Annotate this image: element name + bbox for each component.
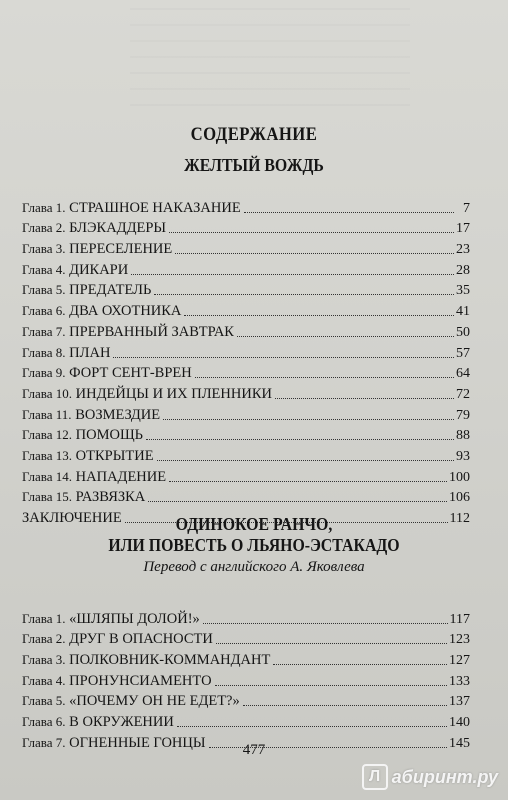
chapter-title: ВОЗМЕЗДИЕ: [75, 406, 161, 423]
toc-entry-label: [22, 651, 270, 669]
contents-heading: СОДЕРЖАНИЕ: [190, 124, 318, 145]
dot-leader: [184, 315, 454, 316]
chapter-title: БЛЭКАДДЕРЫ: [69, 220, 167, 237]
toc-entry-label: [22, 219, 166, 237]
toc-entry: [22, 217, 470, 238]
dot-leader: [169, 481, 447, 482]
chapter-number: Глава 3.: [22, 241, 66, 257]
page-ref: 106: [449, 490, 470, 506]
page-ref: 117: [449, 611, 470, 627]
toc-entry-label: [22, 610, 200, 628]
chapter-number: Глава 4.: [22, 672, 66, 688]
chapter-number: Глава 2.: [22, 220, 66, 236]
section2-translator: Перевод с английского А. Яковлева: [143, 559, 365, 575]
chapter-number: Глава 6.: [22, 714, 66, 730]
toc-entry-label: [22, 261, 128, 279]
chapter-number: Глава 4.: [22, 261, 66, 277]
toc-entry: [22, 362, 470, 383]
labirint-logo-icon: Л: [362, 764, 388, 790]
page-ref: 127: [449, 653, 470, 669]
chapter-title: ЗАКЛЮЧЕНИЕ: [22, 510, 122, 526]
toc-entry: [22, 382, 470, 403]
chapter-number: Глава 5.: [22, 693, 66, 709]
page-ref: 100: [449, 469, 470, 485]
chapter-title: ПЕРЕСЕЛЕНИЕ: [69, 241, 173, 258]
section2-title-line1: ОДИНОКОЕ РАНЧО,: [175, 514, 333, 534]
page-ref: 123: [449, 632, 470, 648]
chapter-title: ДИКАРИ: [69, 261, 129, 278]
chapter-title: ПРОНУНСИАМЕНТО: [69, 672, 212, 689]
bleed-through-text: [130, 8, 410, 118]
toc-entry-label: [22, 672, 212, 690]
chapter-number: Глава 15.: [22, 489, 73, 505]
dot-leader: [273, 664, 447, 665]
dot-leader: [177, 726, 447, 727]
dot-leader: [244, 212, 454, 213]
chapter-number: Глава 7.: [22, 734, 66, 750]
toc-entry: [22, 690, 470, 711]
toc-entry: [22, 607, 470, 628]
page-ref: 64: [456, 366, 470, 382]
chapter-title: ПОМОЩЬ: [75, 427, 143, 444]
page-ref: 41: [456, 304, 470, 320]
toc-entry-label: [22, 302, 181, 320]
toc-entry: [22, 648, 470, 669]
dot-leader: [169, 232, 454, 233]
toc-entry-label: [22, 426, 143, 444]
dot-leader: [216, 643, 447, 644]
page-ref: 88: [456, 428, 470, 444]
page-ref: 93: [456, 448, 470, 464]
toc-entry-label: [22, 240, 172, 258]
chapter-title: «ПОЧЕМУ ОН НЕ ЕДЕТ?»: [69, 693, 240, 710]
dot-leader: [195, 377, 454, 378]
toc-entry-label: [22, 199, 241, 217]
chapter-title: ПРЕРВАННЫЙ ЗАВТРАК: [69, 323, 234, 340]
dot-leader: [203, 623, 448, 624]
chapter-title: ОГНЕННЫЕ ГОНЦЫ: [69, 734, 206, 751]
toc-entry: [22, 237, 470, 258]
chapter-number: Глава 5.: [22, 282, 66, 298]
chapter-title: РАЗВЯЗКА: [75, 489, 146, 506]
watermark-logo: [362, 764, 498, 790]
toc-entry-label: [22, 323, 234, 341]
toc-entry: [22, 258, 470, 279]
toc-entry-label: [22, 281, 151, 299]
chapter-number: Глава 7.: [22, 323, 66, 339]
page-ref: 35: [456, 283, 470, 299]
chapter-title: В ОКРУЖЕНИИ: [69, 714, 174, 731]
chapter-title: СТРАШНОЕ НАКАЗАНИЕ: [69, 199, 241, 216]
toc-entry: [22, 669, 470, 690]
toc-entry: [22, 403, 470, 424]
page-ref: 112: [449, 511, 470, 526]
section2-title-line2: ИЛИ ПОВЕСТЬ О ЛЬЯНО-ЭСТАКАДО: [108, 535, 400, 555]
dot-leader: [131, 274, 454, 275]
toc-entry-label: [22, 692, 240, 710]
dot-leader: [157, 460, 454, 461]
page-ref: 7: [463, 200, 470, 216]
watermark-text: абиринт.ру: [391, 766, 498, 787]
dot-leader: [243, 705, 447, 706]
chapter-title: НАПАДЕНИЕ: [75, 468, 167, 485]
chapter-number: Глава 13.: [22, 447, 73, 463]
chapter-title: ПЛАН: [69, 344, 111, 361]
section1-title: ЖЕЛТЫЙ ВОЖДЬ: [184, 155, 324, 175]
page-ref: 133: [449, 673, 470, 689]
toc-entry-label: [22, 713, 174, 731]
chapter-title: ДВА ОХОТНИКА: [69, 303, 182, 320]
dot-leader: [215, 685, 447, 686]
toc-entry-label: [22, 344, 110, 362]
chapter-number: Глава 6.: [22, 303, 66, 319]
chapter-title: ФОРТ СЕНТ-ВРЕН: [69, 365, 192, 382]
page-ref: 17: [456, 221, 470, 237]
dot-leader: [154, 294, 454, 295]
toc-entry: [22, 628, 470, 649]
page-ref: 79: [456, 407, 470, 423]
chapter-number: Глава 12.: [22, 427, 73, 443]
page-ref: 72: [456, 386, 470, 402]
page-ref: 50: [456, 324, 470, 340]
page-ref: 23: [456, 242, 470, 258]
page-ref: 57: [456, 345, 470, 361]
toc-entry: [22, 196, 470, 217]
page-number: 477: [242, 742, 266, 758]
toc-entry-label: [22, 364, 192, 382]
chapter-number: Глава 1.: [22, 610, 66, 626]
toc-entry-label: [22, 630, 213, 648]
dot-leader: [175, 253, 454, 254]
chapter-number: Глава 2.: [22, 631, 66, 647]
toc-section1: [22, 196, 470, 527]
toc-entry: [22, 279, 470, 300]
chapter-title: ПРЕДАТЕЛЬ: [69, 282, 152, 299]
dot-leader: [237, 336, 454, 337]
chapter-number: Глава 1.: [22, 199, 66, 215]
chapter-title: ДРУГ В ОПАСНОСТИ: [69, 631, 213, 648]
dot-leader: [148, 501, 447, 502]
chapter-number: Глава 11.: [22, 406, 72, 422]
toc-entry-label: [22, 447, 154, 465]
toc-entry: [22, 341, 470, 362]
page-ref: 137: [449, 694, 470, 710]
toc-entry: [22, 320, 470, 341]
toc-entry: [22, 465, 470, 486]
toc-entry: [22, 299, 470, 320]
dot-leader: [113, 357, 454, 358]
dot-leader: [146, 439, 454, 440]
toc-entry: [22, 710, 470, 731]
toc-entry: [22, 424, 470, 445]
toc-entry-label: [22, 468, 166, 486]
dot-leader: [275, 398, 454, 399]
page-ref: 140: [449, 715, 470, 731]
chapter-title: ПОЛКОВНИК-КОММАНДАНТ: [69, 652, 271, 669]
chapter-title: ОТКРЫТИЕ: [75, 447, 154, 464]
chapter-number: Глава 9.: [22, 365, 66, 381]
chapter-number: Глава 10.: [22, 385, 73, 401]
toc-entry: [22, 444, 470, 465]
toc-entry-label: [22, 488, 145, 506]
chapter-number: Глава 8.: [22, 344, 66, 360]
page-ref: 28: [456, 262, 470, 278]
toc-section2: [22, 607, 470, 752]
chapter-number: Глава 3.: [22, 652, 66, 668]
chapter-number: Глава 14.: [22, 468, 73, 484]
toc-entry-label: [22, 406, 160, 424]
chapter-title: ИНДЕЙЦЫ И ИХ ПЛЕННИКИ: [75, 385, 272, 402]
toc-entry: [22, 486, 470, 507]
chapter-title: «ШЛЯПЫ ДОЛОЙ!»: [69, 610, 200, 627]
dot-leader: [163, 419, 454, 420]
page-ref: 145: [449, 735, 470, 751]
toc-entry-label: [22, 385, 272, 403]
